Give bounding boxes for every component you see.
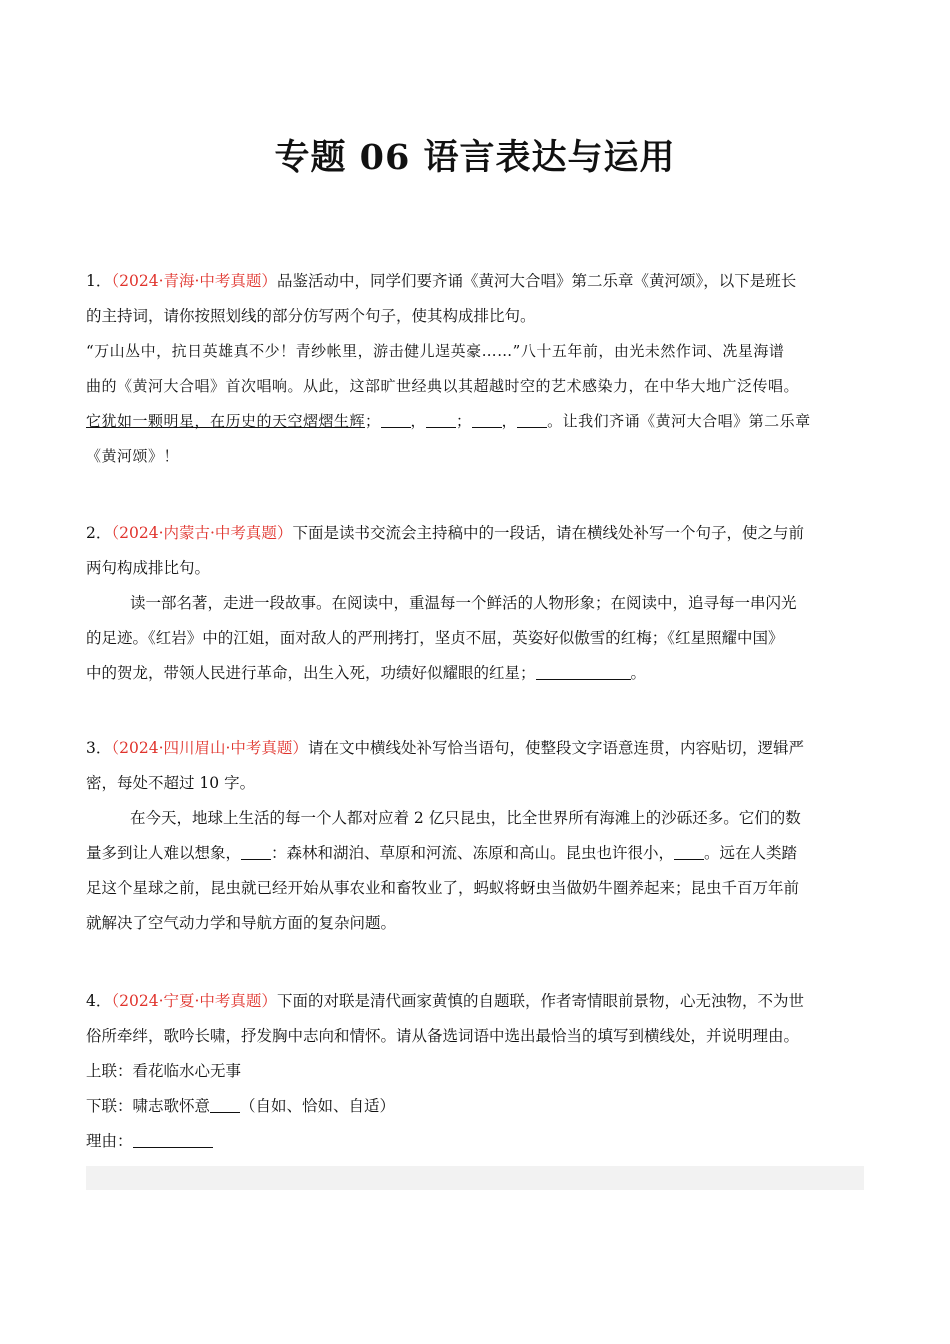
passage-text: 的足迹。《红岩》中的江姐，面对敌人的严刑拷打，坚贞不屈，英姿好似傲雪的红梅；《红星照耀中国》	[86, 629, 784, 647]
passage-text: “万山丛中，抗日英雄真不少！青纱帐里，游击健儿逞英豪……”八十五年前，由光未然作词、冼星海谱	[86, 342, 785, 360]
passage-text: 中的贺龙，带领人民进行革命，出生入死，功绩好似耀眼的红星；	[86, 664, 536, 682]
passage-text: 足这个星球之前，昆虫就已经开始从事农业和畜牧业了，蚂蚁将蚜虫当做奶牛圈养起来；昆虫千百万年前	[86, 879, 800, 897]
question-text: 密，每处不超过 10 字。	[86, 774, 256, 792]
answer-blank[interactable]	[472, 411, 502, 428]
answer-area	[86, 1166, 864, 1190]
passage-text: 《黄河颂》！	[86, 447, 180, 465]
answer-blank[interactable]	[517, 411, 547, 428]
question-source: （2024·青海·中考真题）	[111, 272, 277, 290]
question-1: 1．（2024·青海·中考真题）品鉴活动中，同学们要齐诵《黄河大合唱》第二乐章《黄河颂》，以下是班长 的主持词，请你按照划线的部分仿写两个句子，使其构成排比句。 “万山丛中，抗日英雄真不少！青纱帐里，游击健儿逞英豪……”八十五年前，由光未然作词、冼星海谱 曲的《黄河大合唱》首次唱响。从此，这部旷世经典以其超越时空的艺术感染力，在中华大地广泛传唱。 它犹如一颗明星，在历史的天空熠熠生辉； ， ； ， 。让我们齐诵《黄河大合唱》第二乐章 《黄河颂》！	[86, 264, 864, 474]
question-source: （2024·四川眉山·中考真题）	[111, 739, 308, 757]
underlined-sentence: 它犹如一颗明星，在历史的天空熠熠生辉	[86, 412, 366, 430]
question-number: 3．	[86, 739, 112, 757]
couplet-upper: 上联：看花临水心无事	[86, 1062, 242, 1080]
question-text: 品鉴活动中，同学们要齐诵《黄河大合唱》第二乐章《黄河颂》，以下是班长	[276, 272, 797, 290]
question-source: （2024·宁夏·中考真题）	[111, 992, 277, 1010]
reason-blank[interactable]	[133, 1131, 213, 1148]
answer-blank[interactable]	[426, 411, 456, 428]
question-number: 1．	[86, 272, 112, 290]
question-text: 俗所牵绊，歌吟长啸，抒发胸中志向和情怀。请从备选词语中选出最恰当的填写到横线处，并说明理由。	[86, 1027, 800, 1045]
question-4	[86, 984, 864, 1159]
question-number: 2．	[86, 524, 112, 542]
page-title: 专题 06 语言表达与运用	[274, 137, 676, 178]
couplet-lower: 下联：啸志歌怀意	[86, 1097, 211, 1115]
passage-text: 在今天，地球上生活的每一个人都对应着 2 亿只昆虫，比全世界所有海滩上的沙砾还多。它们的数	[130, 809, 801, 827]
answer-blank[interactable]	[381, 411, 411, 428]
question-2: 2．（2024·内蒙古·中考真题）下面是读书交流会主持稿中的一段话，请在横线处补写一个句子，使之与前 两句构成排比句。 读一部名著，走进一段故事。在阅读中，重温每一个鲜活的人物形象；在阅读中，追寻每一串闪光 的足迹。《红岩》中的江姐，面对敌人的严刑拷打，坚贞不屈，英姿好似傲雪的红梅；《红星照耀中国》 中的贺龙，带领人民进行革命，出生入死，功绩好似耀眼的红星； 。	[86, 516, 864, 691]
answer-blank[interactable]	[674, 843, 704, 860]
question-3: 3．（2024·四川眉山·中考真题）请在文中横线处补写恰当语句，使整段文字语意连贯，内容贴切，逻辑严 密，每处不超过 10 字。 在今天，地球上生活的每一个人都对应着 2 亿只昆虫，比全世界所有海滩上的沙砾还多。它们的数 量多到让人难以想象， ：森林和湖泊、草原和河流、冻原和高山。昆虫也许很小， 。远在人类踏 足这个星球之前，昆虫就已经开始从事农业和畜牧业了，蚂蚁将蚜虫当做奶牛圈养起来；昆虫千百万年前 就解决了空气动力学和导航方面的复杂问题。	[86, 731, 864, 941]
question-text: 请在文中横线处补写恰当语句，使整段文字语意连贯，内容贴切，逻辑严	[307, 739, 804, 757]
passage-text: 就解决了空气动力学和导航方面的复杂问题。	[86, 914, 397, 932]
word-options: （自如、恰如、自适）	[240, 1097, 396, 1115]
question-text: 下面的对联是清代画家黄慎的自题联，作者寄情眼前景物，心无浊物，不为世	[276, 992, 804, 1010]
passage-text: 读一部名著，走进一段故事。在阅读中，重温每一个鲜活的人物形象；在阅读中，追寻每一串闪光	[130, 594, 797, 612]
answer-blank[interactable]	[210, 1096, 240, 1113]
question-source: （2024·内蒙古·中考真题）	[111, 524, 293, 542]
passage-text: 曲的《黄河大合唱》首次唱响。从此，这部旷世经典以其超越时空的艺术感染力，在中华大地广泛传唱。	[86, 377, 800, 395]
question-text: 的主持词，请你按照划线的部分仿写两个句子，使其构成排比句。	[86, 307, 536, 325]
question-text: 两句构成排比句。	[86, 559, 211, 577]
answer-blank[interactable]	[241, 843, 271, 860]
question-text: 下面是读书交流会主持稿中的一段话，请在横线处补写一个句子，使之与前	[292, 524, 804, 542]
reason-label: 理由：	[86, 1132, 133, 1150]
question-number: 4．	[86, 992, 112, 1010]
answer-blank[interactable]	[536, 663, 631, 680]
